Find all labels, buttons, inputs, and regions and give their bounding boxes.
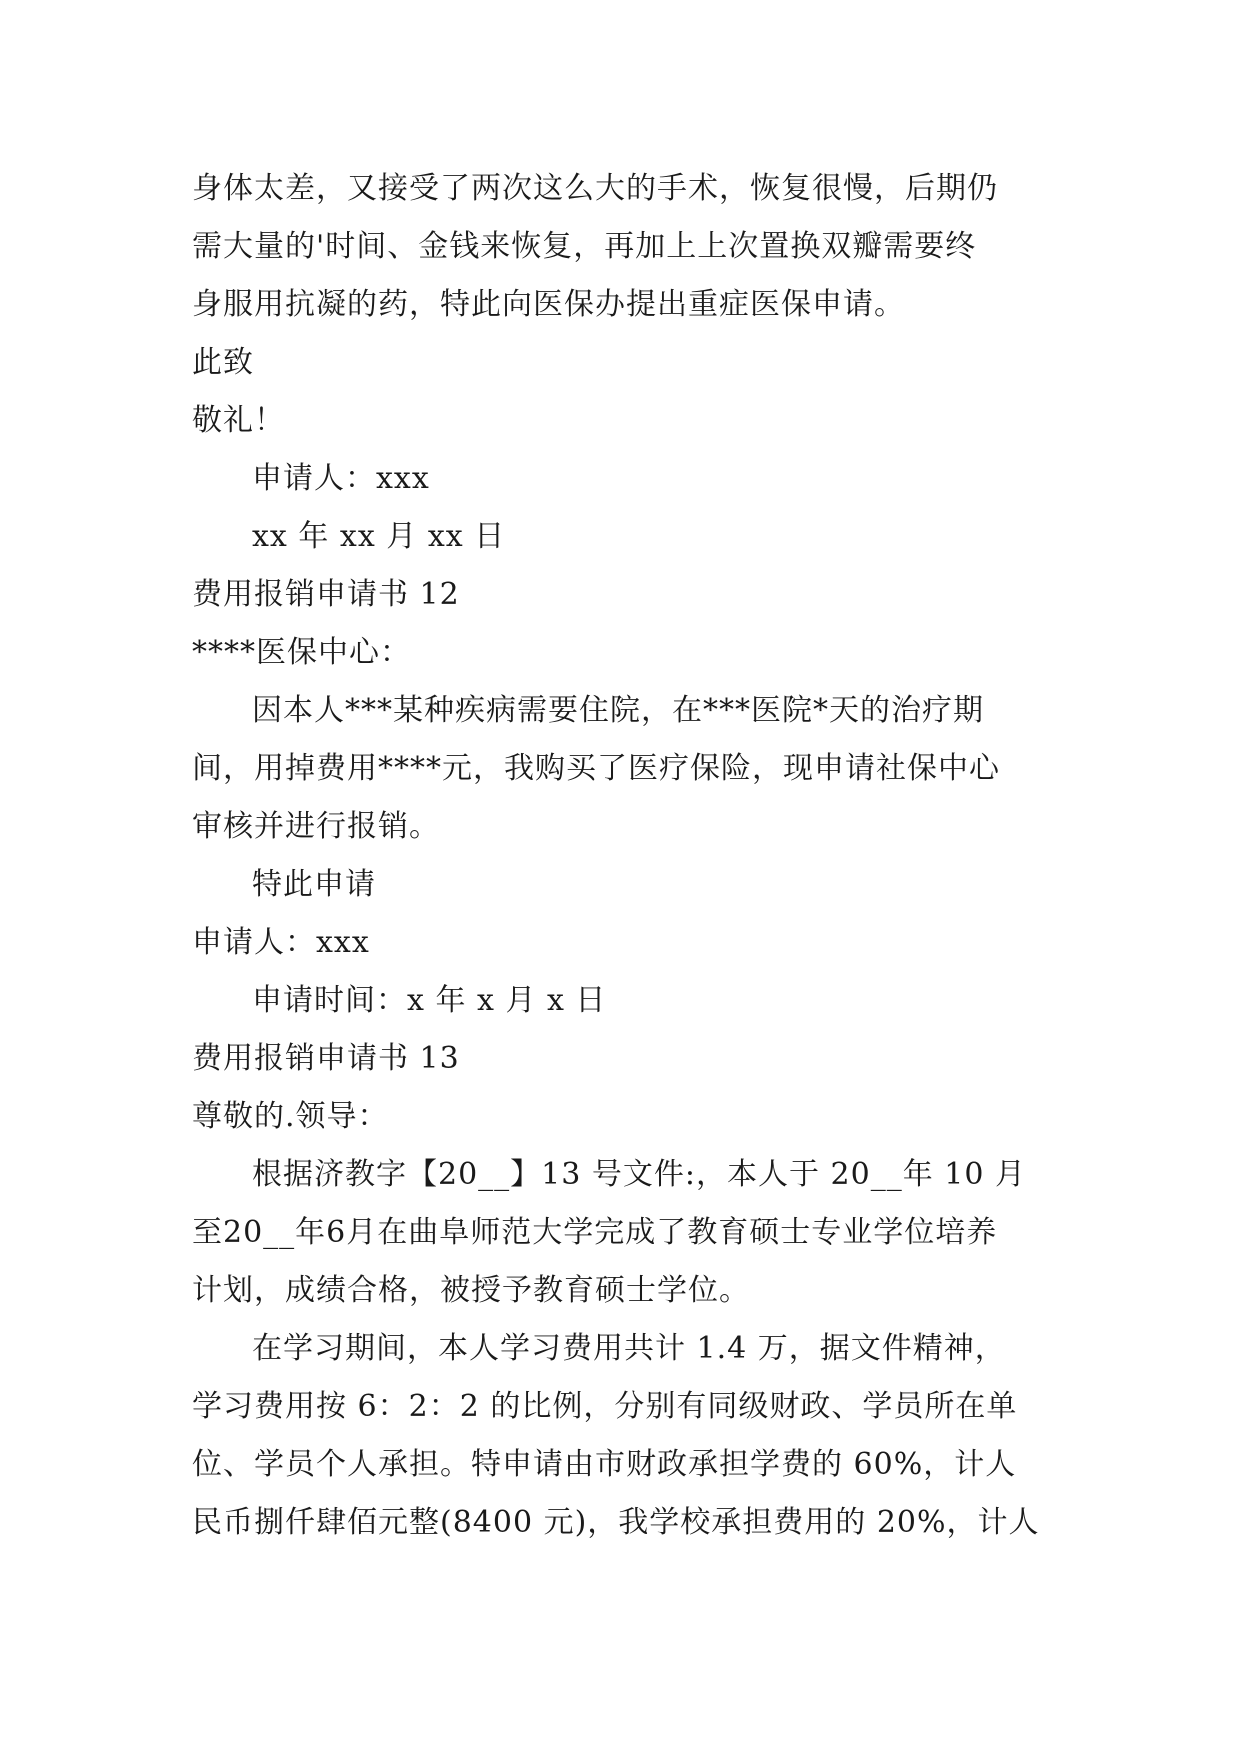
document-body xyxy=(192,160,1054,1552)
paragraph-line: 根据济教字【20__】13 号文件:，本人于 20__年 10 月 xyxy=(252,1157,1026,1192)
application-date: 申请时间：x 年 x 月 x 日 xyxy=(252,983,607,1018)
section-title: 费用报销申请书 12 xyxy=(192,577,460,612)
request-statement: 特此申请 xyxy=(252,867,376,902)
paragraph-line: 至20__年6月在曲阜师范大学完成了教育硕士专业学位培养 xyxy=(192,1215,998,1250)
applicant-signature: 申请人：xxx xyxy=(192,925,370,960)
paragraph-line: 因本人***某种疾病需要住院，在***医院*天的治疗期 xyxy=(252,693,984,728)
paragraph-line: 位、学员个人承担。特申请由市财政承担学费的 60%，计人 xyxy=(192,1447,1017,1482)
signature-date: xx 年 xx 月 xx 日 xyxy=(252,519,506,554)
closing-salutation: 此致 xyxy=(192,345,254,380)
paragraph-line: 需大量的'时间、金钱来恢复，再加上上次置换双瓣需要终 xyxy=(192,229,977,264)
applicant-signature: 申请人：xxx xyxy=(252,461,430,496)
paragraph-line: 身体太差，又接受了两次这么大的手术，恢复很慢，后期仍 xyxy=(192,171,998,206)
section-title: 费用报销申请书 13 xyxy=(192,1041,460,1076)
closing-regards: 敬礼！ xyxy=(192,403,285,438)
addressee: 尊敬的.领导： xyxy=(192,1099,389,1134)
paragraph-line: 学习费用按 6：2：2 的比例，分别有同级财政、学员所在单 xyxy=(192,1389,1018,1424)
addressee: ****医保中心： xyxy=(192,635,411,670)
paragraph-line: 计划，成绩合格，被授予教育硕士学位。 xyxy=(192,1273,750,1308)
paragraph-line: 间，用掉费用****元，我购买了医疗保险，现申请社保中心 xyxy=(192,751,1000,786)
paragraph-line: 身服用抗凝的药，特此向医保办提出重症医保申请。 xyxy=(192,287,905,322)
paragraph-line: 民币捌仟肆佰元整(8400 元)，我学校承担费用的 20%，计人 xyxy=(192,1505,1040,1540)
paragraph-line: 审核并进行报销。 xyxy=(192,809,440,844)
paragraph-line: 在学习期间，本人学习费用共计 1.4 万，据文件精神， xyxy=(252,1331,1006,1366)
